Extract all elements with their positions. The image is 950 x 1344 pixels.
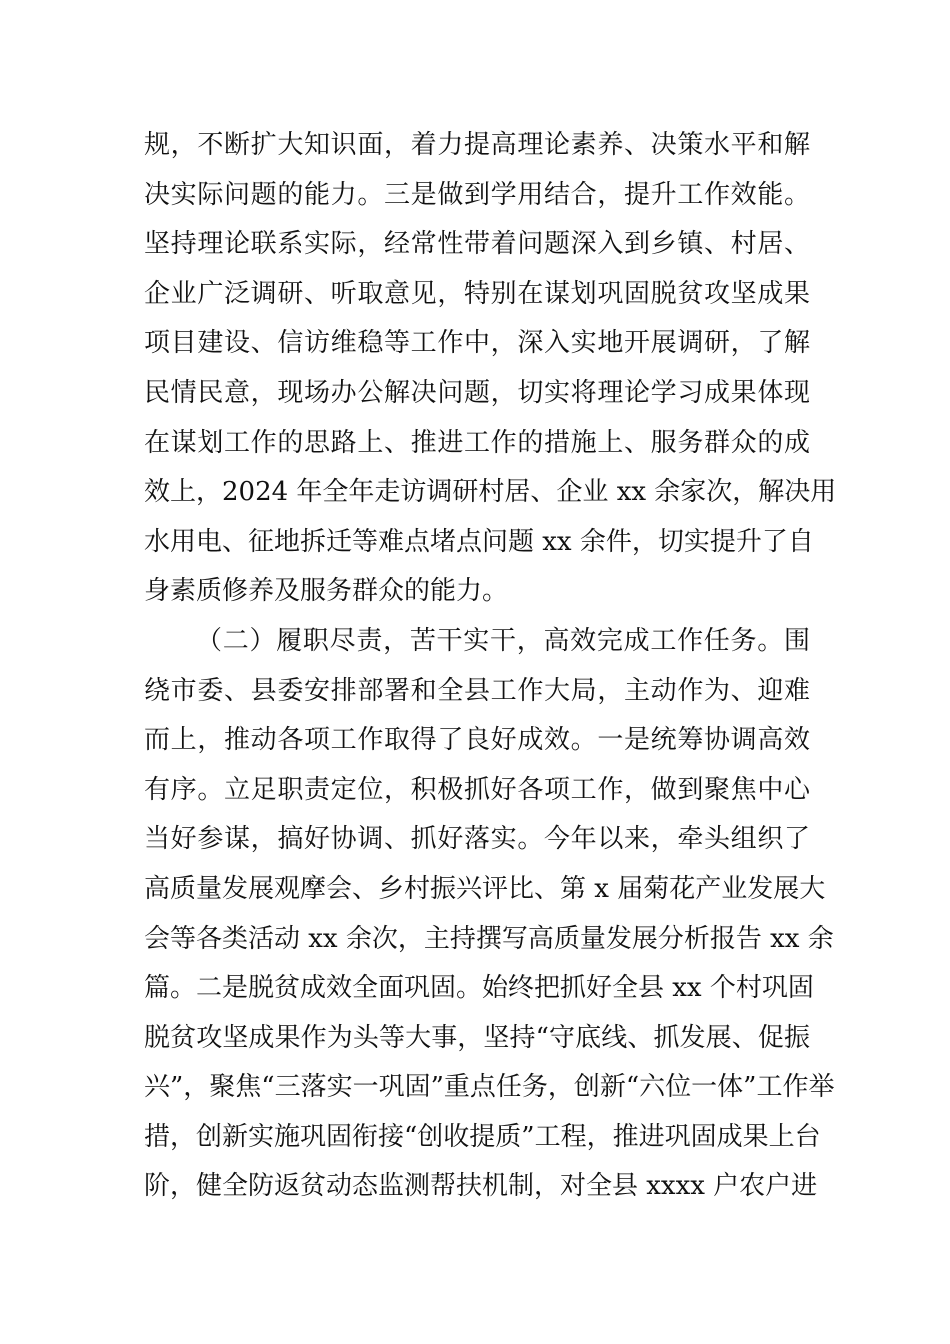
text-line-22: 阶，健全防返贫动态监测帮扶机制，对全县 xxxx 户农户进 — [144, 1171, 818, 1202]
text-line-3: 坚持理论联系实际，经常性带着问题深入到乡镇、村居、 — [144, 229, 810, 260]
text-line-17: 会等各类活动 xx 余次，主持撰写高质量发展分析报告 xx 余 — [144, 923, 834, 954]
text-line-16: 高质量发展观摩会、乡村振兴评比、第 x 届菊花产业发展大 — [144, 873, 826, 904]
text-line-15: 当好参谋，搞好协调、抓好落实。今年以来，牵头组织了 — [144, 824, 810, 855]
text-line-9: 水用电、征地拆迁等难点堵点问题 xx 余件，切实提升了自 — [144, 526, 814, 557]
text-line-21: 措，创新实施巩固衔接“创收提质”工程，推进巩固成果上台 — [144, 1121, 821, 1152]
text-line-7: 在谋划工作的思路上、推进工作的措施上、服务群众的成 — [144, 427, 810, 458]
section-heading-line: （二）履职尽责，苦干实干，高效完成工作任务。围 — [196, 625, 810, 656]
text-line-13: 而上，推动各项工作取得了良好成效。一是统筹协调高效 — [144, 725, 810, 756]
text-line-14: 有序。立足职责定位，积极抓好各项工作，做到聚焦中心 — [144, 774, 810, 805]
text-line-8: 效上，2024 年全年走访调研村居、企业 xx 余家次，解决用 — [144, 477, 837, 508]
text-line-18: 篇。二是脱贫成效全面巩固。始终把抓好全县 xx 个村巩固 — [144, 973, 814, 1004]
text-line-5: 项目建设、信访维稳等工作中，深入实地开展调研，了解 — [144, 328, 810, 359]
text-line-2: 决实际问题的能力。三是做到学用结合，提升工作效能。 — [144, 179, 810, 210]
text-line-10: 身素质修养及服务群众的能力。 — [144, 576, 509, 607]
text-line-4: 企业广泛调研、听取意见，特别在谋划巩固脱贫攻坚成果 — [144, 278, 810, 309]
text-line-6: 民情民意，现场办公解决问题，切实将理论学习成果体现 — [144, 377, 810, 408]
text-line-19: 脱贫攻坚成果作为头等大事，坚持“守底线、抓发展、促振 — [144, 1022, 810, 1053]
text-line-1: 规，不断扩大知识面，着力提高理论素养、决策水平和解 — [144, 130, 810, 160]
text-line-20: 兴”，聚焦“三落实一巩固”重点任务，创新“六位一体”工作举 — [144, 1072, 835, 1103]
text-line-12: 绕市委、县委安排部署和全县工作大局，主动作为、迎难 — [144, 675, 810, 706]
body-text — [144, 121, 837, 1212]
